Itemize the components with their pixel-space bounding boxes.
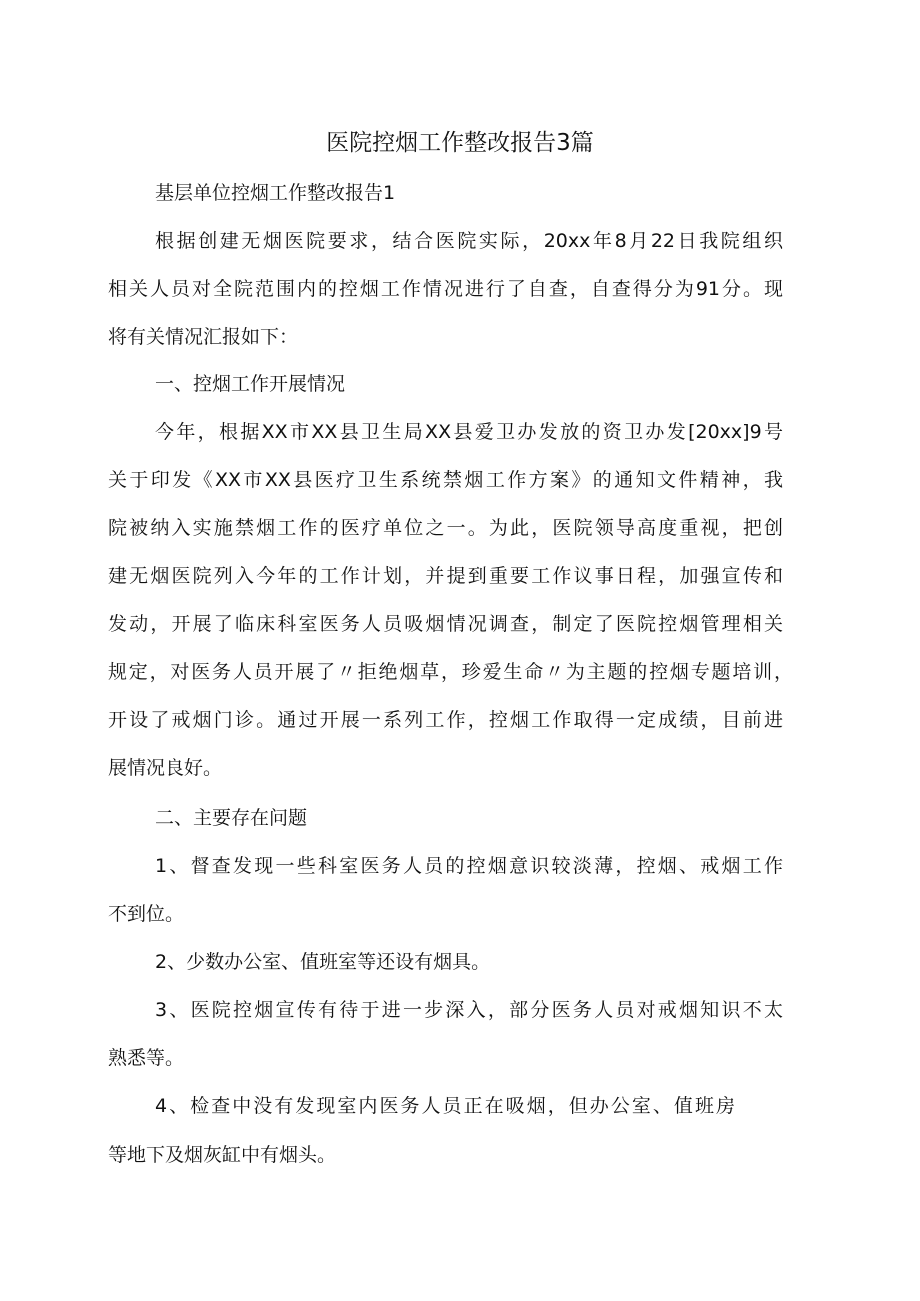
issue-2: 2、少数办公室、值班室等还设有烟具。: [155, 951, 491, 973]
text-line: 相关人员对全院范围内的控烟工作情况进行了自查，自查得分为91分。现: [108, 278, 783, 300]
text-line: 今年，根据XX市XX县卫生局XX县爱卫办发放的资卫办发[20xx]9号: [155, 421, 783, 443]
text-line: 根据创建无烟医院要求，结合医院实际，20xx年8月22日我院组织: [155, 230, 783, 252]
section-heading-1: 一、控烟工作开展情况: [155, 373, 346, 395]
document-title: 医院控烟工作整改报告3篇: [326, 130, 594, 156]
text-line: 建无烟医院列入今年的工作计划，并提到重要工作议事日程，加强宣传和: [108, 565, 783, 587]
text-line: 熟悉等。: [108, 1047, 185, 1069]
text-line: 展情况良好。: [108, 757, 223, 779]
text-line: 开设了戒烟门诊。通过开展一系列工作，控烟工作取得一定成绩，目前进: [108, 709, 783, 731]
text-line: 将有关情况汇报如下：: [108, 326, 299, 348]
report-subtitle: 基层单位控烟工作整改报告1: [155, 182, 396, 204]
section-heading-2: 二、主要存在问题: [155, 807, 308, 829]
text-line: 3、医院控烟宣传有待于进一步深入，部分医务人员对戒烟知识不太: [155, 999, 783, 1021]
text-line: 不到位。: [108, 903, 185, 925]
text-line: 1、督查发现一些科室医务人员的控烟意识较淡薄，控烟、戒烟工作: [155, 855, 783, 877]
text-line: 4、检查中没有发现室内医务人员正在吸烟，但办公室、值班房: [155, 1095, 735, 1117]
text-line: 等地下及烟灰缸中有烟头。: [108, 1144, 337, 1166]
text-line: 关于印发《XX市XX县医疗卫生系统禁烟工作方案》的通知文件精神，我: [108, 469, 783, 491]
text-line: 院被纳入实施禁烟工作的医疗单位之一。为此，医院领导高度重视，把创: [108, 517, 783, 539]
text-line: 规定，对医务人员开展了〃拒绝烟草，珍爱生命〃为主题的控烟专题培训，: [108, 661, 793, 683]
text-line: 发动，开展了临床科室医务人员吸烟情况调查，制定了医院控烟管理相关: [108, 613, 783, 635]
